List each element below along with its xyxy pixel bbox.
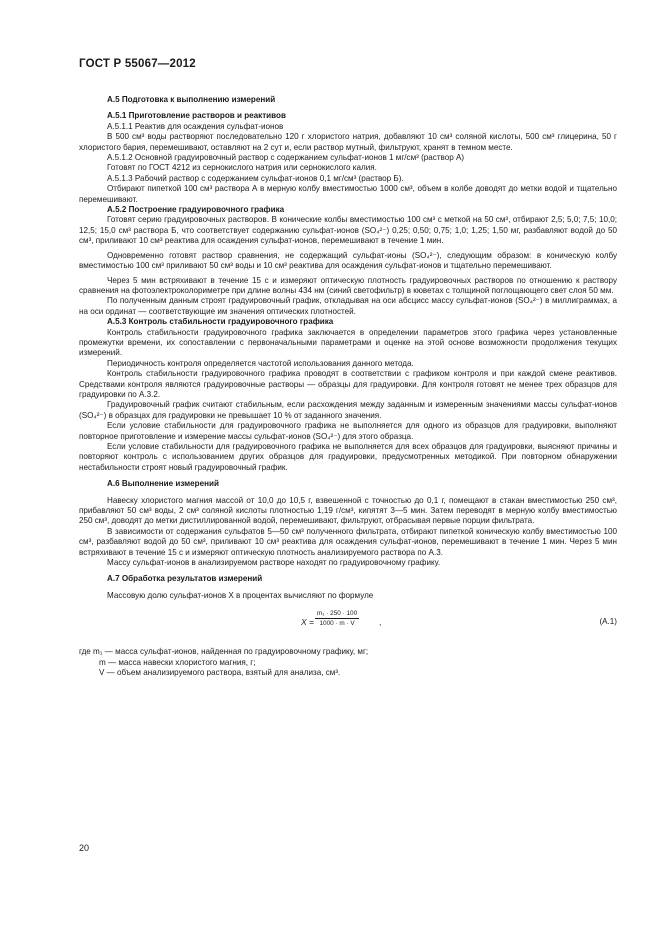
subsection-heading-a52: А.5.2 Построение градуировочного графика — [107, 205, 285, 215]
paragraph: Через 5 мин встряхивают в течение 15 с и измеряют оптическую плотность градуировочных растворов по отношению к раствору сравнения на фотоэлектроколориметре при длине волны 434 нм (синий светофильтр) в кюветах с толщиной поглощающего свет слоя 50 мм. — [79, 275, 617, 295]
paragraph: Контроль стабильности градуировочного графика проводят в соответствии с графиком контроля и при каждой смене реактивов. Средствами контроля являются градуировочные растворы — образцы для градуировки. Для контроля готовят не менее трех образцов для градуировки по А.3.2. — [79, 369, 617, 399]
paragraph: Контроль стабильности градуировочного графика заключается в определении параметров этого графика через установленные промежутки времени, их сопоставлении с первоначальными параметрами и оценке на этой основе возможности продолжения текущих измерений. — [79, 327, 617, 358]
legend-item: V — объем анализируемого раствора, взятый для анализа, см³. — [99, 668, 341, 678]
legend-item: m — масса навески хлористого магния, г; — [99, 657, 256, 667]
document-header: ГОСТ Р 55067—2012 — [79, 58, 196, 70]
paragraph: Если условие стабильности для градуировочного графика не выполняется для всех образцов для градуировки, выясняют причины и повторяют контроль с использованием других образцов для градуировки, предусмотренных методикой. При повторном обнаружении нестабильности строят новый градуировочный график. — [79, 442, 617, 472]
paragraph: А.5.1.1 Реактив для осаждения сульфат-ионов — [107, 121, 284, 131]
paragraph: А.5.1.3 Рабочий раствор с содержанием сульфат-ионов 0,1 мг/см³ (раствор Б). — [107, 173, 404, 183]
section-heading-a7: А.7 Обработка результатов измерений — [107, 574, 263, 584]
paragraph: Периодичность контроля определяется частотой использования данного метода. — [107, 358, 414, 368]
formula-numerator: m₁ · 250 · 100 — [317, 610, 358, 618]
paragraph: Готовят по ГОСТ 4212 из сернокислого натрия или сернокислого калия. — [107, 163, 377, 173]
formula-fraction — [315, 609, 359, 628]
section-heading-a5: А.5 Подготовка к выполнению измерений — [107, 95, 276, 104]
paragraph: Одновременно готовят раствор сравнения, не содержащий сульфат-ионы (SO₄²⁻), следующим образом: в коническую колбу вместимостью 100 см³ приливают 50 см³ воды и 10 см³ реактива для осаждения сульфат-ионов и тщательно перемешивают. — [79, 250, 617, 271]
paragraph: Отбирают пипеткой 100 см³ раствора А в мерную колбу вместимостью 1000 см³, объем в колбе доводят до метки водой и тщательно перемешивают. — [79, 184, 617, 204]
formula-number: (А.1) — [599, 617, 617, 627]
paragraph: Готовят серию градуировочных растворов. В конические колбы вместимостью 100 см³ с меткой на 50 см³, отбирают 2,5; 5,0; 7,5; 10,0; 12,5; 15,0 см³ раствора Б, что соответствует содержанию сульфат-ионов (SO₄²⁻) 0,25; 0,50; 0,75; 1,0; 1,25; 1,50 мг, разбавляют водой до 50 см³, приливают 10 см³ реактива для осаждения сульфат-ионов, перемешивают в течение 1 мин. — [79, 215, 617, 246]
paragraph: Массу сульфат-ионов в анализируемом растворе находят по градуировочному графику. — [107, 558, 441, 568]
legend-item: где m₁ — масса сульфат-ионов, найденная по градуировочному графику, мг; — [79, 647, 369, 657]
paragraph: Градуировочный график считают стабильным, если расхождения между заданным и измеренным значениями массы сульфат-ионов (SO₄²⁻) в образцах для градуировки не превышает 10 % от заданного значения. — [79, 400, 617, 420]
paragraph: В зависимости от содержания сульфатов 5—50 см³ полученного фильтрата, отбирают пипеткой коническую колбу вместимостью 100 см³, разбавляют водой до 50 см³, приливают 10 см³ реактива для осаждения сульфат-ионов, перемешивают в течение 1 мин. Через 5 мин встряхивают в течение 15 с и измеряют оптическую плотность анализируемого раствора по А.3. — [79, 526, 617, 557]
formula-comma: , — [379, 617, 382, 628]
formula-legend — [79, 647, 617, 678]
subsection-heading-a51: А.5.1 Приготовление растворов и реактивов — [107, 111, 286, 121]
paragraph: А.5.1.2 Основной градуировочный раствор с содержанием сульфат-ионов 1 мг/см³ (раствор А) — [107, 153, 465, 163]
paragraph: Навеску хлористого магния массой от 10,0 до 10,5 г, взвешенной с точностью до 0,1 г, помещают в стакан вместимостью 250 см³, прибавляют 50 см³ воды, 2 см³ соляной кислоты плотностью 1,19 г/см³, кипятят 3—5 мин. Затем переводят в мерную колбу вместимостью 250 см³, доводят до метки дистиллированной водой, перемешивают, фильтруют, отбрасывая первые порции фильтрата. — [79, 495, 617, 526]
paragraph: В 500 см³ воды растворяют последовательно 120 г хлористого натрия, добавляют 10 см³ соляной кислоты, 500 см³ глицерина, 50 г хлористого бария, перемешивают, оставляют на 2 сут и, если раствор мутный, фильтруют, хранят в темном месте. — [79, 132, 617, 152]
formula-a1 — [79, 609, 617, 637]
subsection-heading-a53: А.5.3 Контроль стабильности градуировочного графика — [107, 317, 334, 327]
paragraph: Если условие стабильности для градуировочного графика не выполняется для одного из образцов для градуировки, выполняют повторное приготовление и измерение массы сульфат-ионов (SO₄²⁻) для этого образца. — [79, 421, 617, 441]
formula-denominator: 1000 · m · V — [319, 620, 355, 628]
formula-lhs: X = — [301, 617, 314, 628]
paragraph: Массовую долю сульфат-ионов X в процентах вычисляют по формуле — [107, 590, 374, 600]
section-heading-a6: А.6 Выполнение измерений — [107, 479, 219, 489]
document-body — [79, 95, 617, 679]
paragraph: По полученным данным строят градуировочный график, откладывая на оси абсцисс массу сульфат-ионов (SO₄²⁻) в миллиграммах, а на оси ординат — соответствующие им значения оптических плотностей. — [79, 296, 617, 316]
page-number: 20 — [79, 843, 90, 853]
